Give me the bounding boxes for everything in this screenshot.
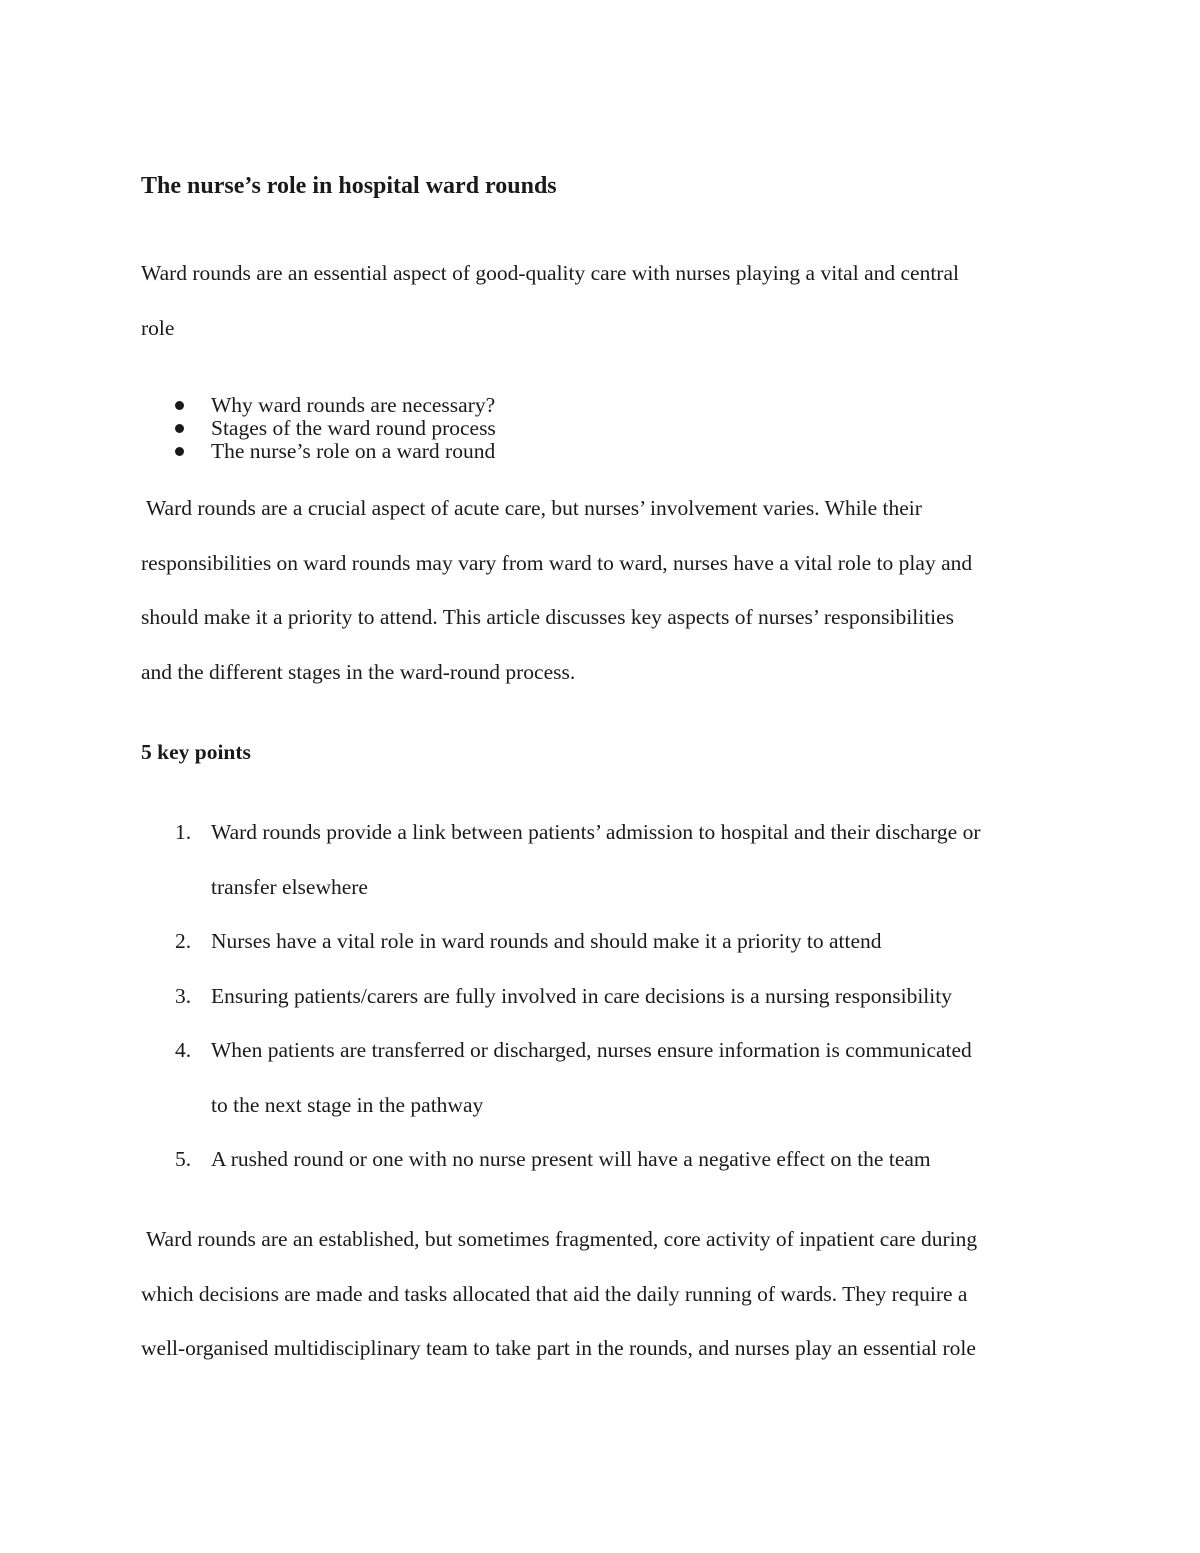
paragraph-line: and the different stages in the ward-round process. xyxy=(141,659,576,684)
paragraph-line: responsibilities on ward rounds may vary from ward to ward, nurses have a vital role to play and xyxy=(141,550,973,575)
intro-line: Ward rounds are an essential aspect of good-quality care with nurses playing a vital and central xyxy=(141,261,959,285)
key-point-item xyxy=(141,805,981,914)
bullet-item xyxy=(141,394,496,417)
key-point-number: 2. xyxy=(175,929,192,953)
key-point-item xyxy=(141,969,981,1024)
bullet-text: The nurse’s role on a ward round xyxy=(211,439,496,463)
key-point-line: to the next stage in the pathway xyxy=(211,1092,484,1117)
key-point-item xyxy=(141,1132,981,1187)
intro-line: role xyxy=(141,315,175,340)
bullet-icon xyxy=(175,401,184,410)
key-point-line: transfer elsewhere xyxy=(211,874,368,899)
paragraph-line: well-organised multidisciplinary team to take part in the rounds, and nurses play an essential role xyxy=(141,1336,976,1360)
key-point-line: When patients are transferred or discharged, nurses ensure information is communicated xyxy=(211,1038,972,1062)
body-paragraph-1 xyxy=(141,481,972,699)
bullet-item xyxy=(141,417,496,440)
document-title: The nurse’s role in hospital ward rounds xyxy=(141,173,557,199)
key-points-list xyxy=(141,805,981,1187)
key-point-line: Nurses have a vital role in ward rounds and should make it a priority to attend xyxy=(211,929,882,953)
bullet-text: Stages of the ward round process xyxy=(211,416,496,440)
bullet-icon xyxy=(175,424,184,433)
intro-paragraph xyxy=(141,246,959,355)
body-paragraph-2 xyxy=(141,1212,977,1376)
bullet-icon xyxy=(175,447,184,456)
key-point-number: 1. xyxy=(175,820,192,844)
key-points-heading: 5 key points xyxy=(141,740,251,764)
paragraph-line: which decisions are made and tasks allocated that aid the daily running of wards. They require a xyxy=(141,1281,968,1306)
key-point-item xyxy=(141,914,981,969)
bullet-text: Why ward rounds are necessary? xyxy=(211,393,496,417)
key-point-line: Ward rounds provide a link between patients’ admission to hospital and their discharge or xyxy=(211,820,981,844)
bullet-item xyxy=(141,440,496,463)
key-point-item xyxy=(141,1023,981,1132)
paragraph-line: should make it a priority to attend. This article discusses key aspects of nurses’ responsibilities xyxy=(141,605,955,629)
key-point-line: Ensuring patients/carers are fully involved in care decisions is a nursing responsibility xyxy=(211,983,952,1008)
topics-bullet-list xyxy=(141,394,496,463)
key-point-number: 5. xyxy=(175,1147,192,1171)
paragraph-line: Ward rounds are an established, but sometimes fragmented, core activity of inpatient care during xyxy=(141,1227,978,1251)
key-point-number: 3. xyxy=(175,983,192,1008)
key-point-number: 4. xyxy=(175,1038,192,1062)
key-point-line: A rushed round or one with no nurse present will have a negative effect on the team xyxy=(211,1147,931,1171)
paragraph-line: Ward rounds are a crucial aspect of acute care, but nurses’ involvement varies. While their xyxy=(141,496,922,520)
